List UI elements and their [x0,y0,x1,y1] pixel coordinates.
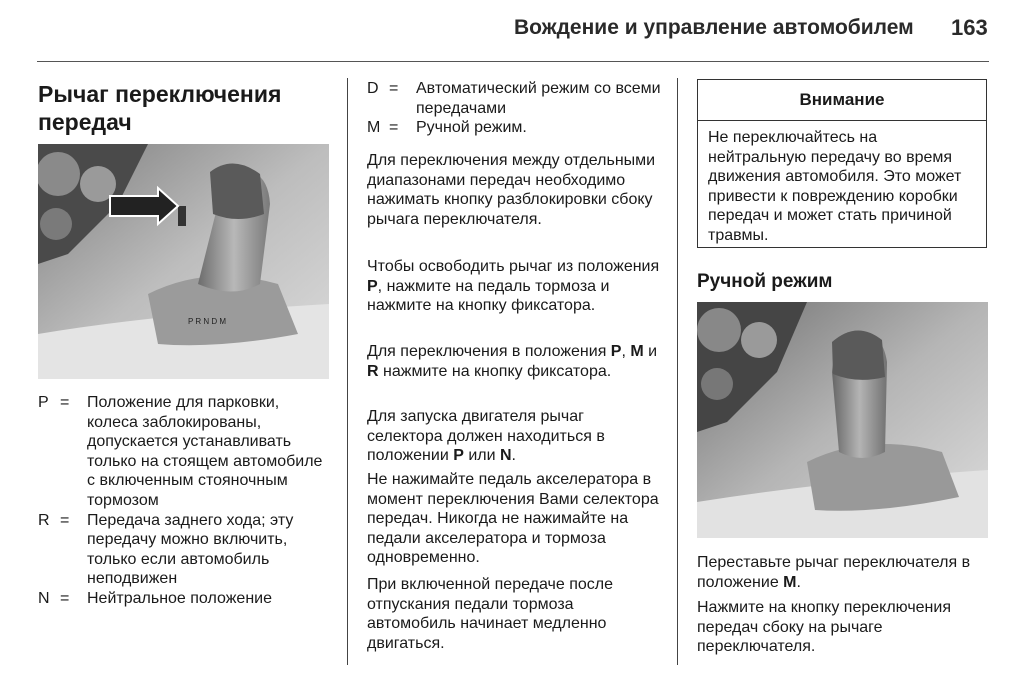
manual-mode-photo [697,302,988,538]
manual-step-1: Переставьте рычаг переключателя в положение M. [697,554,971,591]
gate-labels: P R N D M [188,317,227,326]
column-divider-left [347,78,348,665]
paragraph-engine-start: Для запуска двигателя рычаг селектора должен находиться в положении P или N. [367,408,605,465]
page-number: 163 [951,15,988,40]
positions-list-1 [38,393,330,609]
paragraph-release-p: Чтобы освободить рычаг из положения P, нажмите на педаль тормоза и нажмите на кнопку фиксатора. [367,258,660,315]
position-key: P [38,394,49,411]
warning-text: Не переключайтесь на нейтральную передачу во время движения автомобиля. Это может привести к повреждению коробки передач и может стать причиной травмы. [708,129,962,244]
paragraph-unlock: Для переключения между отдельными диапазонами передач необходимо нажимать кнопку разблокировки сбоку рычага переключателя. [367,152,656,228]
position-p: P = Положение для парковки, колеса заблокированы, допускается устанавливать только на стоящем автомобиле с включенным стояночным тормозом [38,393,330,511]
paragraph-pedal-warning: Не нажимайте педаль акселератора в момент переключения Вами селектора передач. Никогда не нажимайте на педали акселератора и тормоза одновременно. [367,471,659,567]
position-desc: Положение для парковки, колеса заблокированы, допускается устанавливать только на стоящем автомобиле с включенным стояночным тормозом [87,394,323,509]
position-key: M [367,119,381,137]
paragraph-creep: При включенной передаче после отпускания педали тормоза автомобиль начинает медленно двигаться. [367,576,613,652]
position-n: N = Нейтральное положение [38,589,330,609]
position-key: D [367,80,379,97]
manual-mode-title: Ручной режим [697,271,833,292]
warning-box [697,79,987,248]
position-m: M = Ручной режим. [367,118,662,138]
positions-list-2 [367,79,662,138]
position-d: D = Автоматический режим со всеми передачами [367,80,661,117]
position-key: R [38,511,50,529]
position-r: R = Передача заднего хода; эту передачу можно включить, только если автомобиль неподвижен [38,511,330,589]
gear-lever-photo [38,144,329,379]
column-divider-right [677,78,678,665]
paragraph-shift-pmr: Для переключения в положения P, M и R нажмите на кнопку фиксатора. [367,343,658,380]
position-desc: Ручной режим. [416,119,527,137]
manual-step-2: Нажмите на кнопку переключения передач сбоку на рычаге переключателя. [697,599,951,656]
position-desc: Автоматический режим со всеми передачами [416,80,661,117]
position-desc: Нейтральное положение [87,589,272,607]
header-rule [37,61,989,62]
position-key: N [38,589,50,607]
warning-title: Внимание [698,80,986,121]
section-title: Рычаг переключения передач [38,81,282,135]
running-header: Вождение и управление автомобилем [514,16,914,39]
position-desc: Передача заднего хода; эту передачу можно включить, только если автомобиль неподвижен [87,511,294,588]
